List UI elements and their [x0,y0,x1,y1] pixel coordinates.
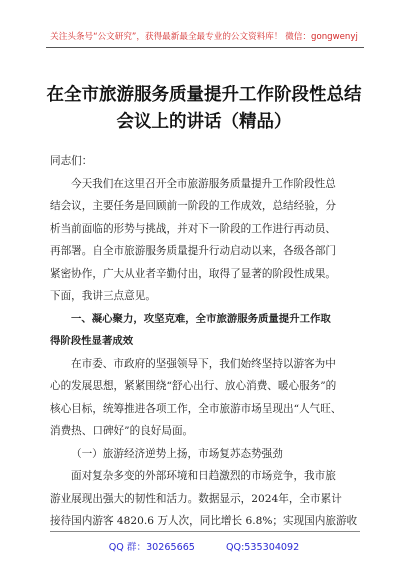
salutation: 同志们： [50,155,93,167]
header-banner: 关注头条号“公文研究”，获得最新最全最专业的公文资料库！ 微信：gongwenyj [50,32,358,42]
document-title [0,82,408,136]
paragraph-line: 游业展现出强大的韧性和活力。数据显示，2024年，全市累计 [50,492,342,505]
footer [0,539,408,553]
paragraph-line: 今天我们在这里召开全市旅游服务质量提升工作阶段性总 [71,177,336,190]
footer-qq: QQ:535304092 [225,542,300,553]
paragraph-line: 结会议，主要任务是回顾前一阶段的工作成效，总结经验，分 [50,200,337,212]
paragraph-line: 析当前面临的形势与挑战，并对下一阶段的工作进行再动员、 [50,222,337,235]
section-heading: 得阶段性显著成效 [50,335,134,347]
paragraph-line: 在市委、市政府的坚强领导下，我们始终坚持以游客为中 [71,357,336,370]
footer-qq-group: QQ 群：30265665 [108,542,195,553]
paragraph-line: 消费热、口碑好”的良好局面。 [50,425,194,437]
title-line-2: 会议上的讲话（精品） [116,112,292,132]
subsection-heading: （一）旅游经济逆势上扬，市场复苏态势强劲 [71,447,283,460]
footer-divider [50,531,360,532]
paragraph-line: 紧密协作，广大从业者辛勤付出，取得了显著的阶段性成果。 [50,267,337,280]
paragraph-line: 接待国内游客 4820.6 万人次，同比增长 6.8%；实现国内旅游收 [50,515,358,527]
header-divider [46,47,364,48]
paragraph-line: 核心目标，统筹推进各项工作，全市旅游市场呈现出“人气旺、 [50,402,342,415]
paragraph-line: 面对复杂多变的外部环境和日趋激烈的市场竞争，我市旅 [71,470,336,482]
paragraph-line: 再部署。自全市旅游服务质量提升行动启动以来，各级各部门 [50,245,337,257]
document-body [50,150,360,533]
paragraph-line: 下面，我讲三点意见。 [50,290,156,302]
title-line-1: 在全市旅游服务质量提升工作阶段性总结 [46,85,362,105]
paragraph-line: 心的发展思想，紧紧围绕“舒心出行、放心消费、暖心服务”的 [50,380,337,392]
section-heading: 一、凝心聚力，攻坚克难，全市旅游服务质量提升工作取 [71,312,331,325]
